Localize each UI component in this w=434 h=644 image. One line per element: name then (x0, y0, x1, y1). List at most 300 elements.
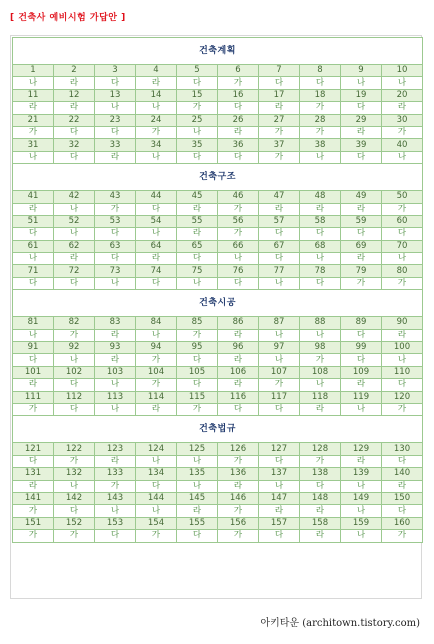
answer-cell: 가 (95, 203, 136, 215)
question-number-cell: 19 (341, 89, 382, 101)
page-title: [ 건축사 예비시험 가답안 ] (10, 13, 126, 23)
question-number-cell: 105 (177, 366, 218, 378)
question-number-cell: 135 (177, 468, 218, 480)
answer-cell: 다 (95, 126, 136, 138)
answer-cell: 다 (259, 253, 300, 265)
answer-cell: 가 (54, 530, 95, 542)
answer-row (13, 253, 423, 265)
answer-cell: 다 (95, 228, 136, 240)
answer-cell: 나 (300, 379, 341, 391)
question-number-row (13, 492, 423, 504)
question-number-row (13, 342, 423, 354)
question-number-cell: 31 (13, 139, 54, 151)
answer-cell: 다 (259, 403, 300, 415)
question-number-cell: 15 (177, 89, 218, 101)
question-number-cell: 138 (300, 468, 341, 480)
question-number-cell: 121 (13, 443, 54, 455)
answer-cell: 가 (13, 505, 54, 517)
answer-cell: 가 (259, 379, 300, 391)
answer-cell: 라 (300, 403, 341, 415)
question-number-cell: 150 (382, 492, 423, 504)
question-number-cell: 62 (54, 240, 95, 252)
question-number-cell: 67 (259, 240, 300, 252)
answer-cell: 가 (300, 102, 341, 114)
question-number-cell: 32 (54, 139, 95, 151)
answer-cell: 다 (300, 480, 341, 492)
answer-cell: 라 (177, 228, 218, 240)
question-number-cell: 66 (218, 240, 259, 252)
answer-cell: 가 (13, 403, 54, 415)
question-number-cell: 153 (95, 517, 136, 529)
question-number-cell: 13 (95, 89, 136, 101)
answer-cell: 나 (259, 354, 300, 366)
question-number-cell: 146 (218, 492, 259, 504)
answer-cell: 나 (95, 277, 136, 289)
answer-cell: 나 (177, 455, 218, 467)
question-number-cell: 10 (382, 65, 423, 77)
answer-cell: 나 (177, 480, 218, 492)
answer-cell: 나 (259, 277, 300, 289)
answer-cell: 라 (300, 505, 341, 517)
answer-cell: 다 (95, 530, 136, 542)
question-number-cell: 83 (95, 317, 136, 329)
question-number-cell: 112 (54, 391, 95, 403)
answer-cell: 가 (54, 329, 95, 341)
answer-cell: 나 (54, 228, 95, 240)
answer-cell: 라 (13, 480, 54, 492)
question-number-cell: 97 (259, 342, 300, 354)
question-number-cell: 89 (341, 317, 382, 329)
answer-cell: 다 (341, 151, 382, 163)
answer-cell: 다 (13, 354, 54, 366)
question-number-cell: 110 (382, 366, 423, 378)
answer-cell: 다 (95, 77, 136, 89)
answer-cell: 나 (13, 151, 54, 163)
answer-cell: 나 (300, 253, 341, 265)
question-number-cell: 51 (13, 215, 54, 227)
answer-cell: 나 (382, 77, 423, 89)
question-number-cell: 71 (13, 265, 54, 277)
answer-cell: 다 (382, 379, 423, 391)
question-number-cell: 40 (382, 139, 423, 151)
answer-cell: 가 (95, 480, 136, 492)
question-number-cell: 77 (259, 265, 300, 277)
answer-cell: 라 (95, 329, 136, 341)
answer-cell: 라 (218, 329, 259, 341)
answer-cell: 나 (13, 329, 54, 341)
question-number-cell: 129 (341, 443, 382, 455)
section-title: 건축법규 (13, 416, 423, 443)
answer-row (13, 228, 423, 240)
question-number-cell: 70 (382, 240, 423, 252)
question-number-cell: 63 (95, 240, 136, 252)
answer-cell: 라 (54, 253, 95, 265)
answer-cell: 가 (300, 455, 341, 467)
answer-row (13, 403, 423, 415)
question-number-cell: 39 (341, 139, 382, 151)
question-number-cell: 125 (177, 443, 218, 455)
section-title: 건축구조 (13, 164, 423, 191)
answer-cell: 나 (95, 379, 136, 391)
answer-row (13, 480, 423, 492)
question-number-cell: 128 (300, 443, 341, 455)
answer-cell: 가 (13, 126, 54, 138)
question-number-cell: 22 (54, 114, 95, 126)
answer-cell: 가 (300, 354, 341, 366)
answer-cell: 다 (259, 455, 300, 467)
answer-cell: 라 (341, 379, 382, 391)
question-number-cell: 16 (218, 89, 259, 101)
answer-cell: 나 (136, 455, 177, 467)
question-number-cell: 151 (13, 517, 54, 529)
question-number-cell: 64 (136, 240, 177, 252)
answer-cell: 가 (54, 455, 95, 467)
answer-cell: 다 (300, 277, 341, 289)
answer-cell: 다 (341, 102, 382, 114)
answer-cell: 다 (300, 77, 341, 89)
question-number-cell: 104 (136, 366, 177, 378)
answer-cell: 다 (218, 403, 259, 415)
question-number-cell: 101 (13, 366, 54, 378)
question-number-cell: 133 (95, 468, 136, 480)
question-number-cell: 81 (13, 317, 54, 329)
question-number-cell: 80 (382, 265, 423, 277)
question-number-cell: 139 (341, 468, 382, 480)
answer-cell: 다 (177, 354, 218, 366)
question-number-cell: 136 (218, 468, 259, 480)
answer-cell: 다 (136, 480, 177, 492)
question-number-cell: 134 (136, 468, 177, 480)
answer-cell: 나 (341, 530, 382, 542)
answer-cell: 가 (136, 126, 177, 138)
section-header-row (13, 164, 423, 191)
question-number-cell: 78 (300, 265, 341, 277)
answer-cell: 다 (259, 228, 300, 240)
answer-row (13, 126, 423, 138)
answer-cell: 라 (218, 354, 259, 366)
answer-row (13, 455, 423, 467)
question-number-cell: 12 (54, 89, 95, 101)
answer-cell: 나 (136, 505, 177, 517)
question-number-cell: 18 (300, 89, 341, 101)
answer-cell: 다 (177, 77, 218, 89)
question-number-cell: 5 (177, 65, 218, 77)
answer-cell: 가 (177, 329, 218, 341)
question-number-cell: 91 (13, 342, 54, 354)
question-number-cell: 25 (177, 114, 218, 126)
answer-cell: 다 (54, 126, 95, 138)
question-number-cell: 131 (13, 468, 54, 480)
question-number-cell: 111 (13, 391, 54, 403)
answer-cell: 가 (218, 203, 259, 215)
question-number-row (13, 517, 423, 529)
section-header-row (13, 38, 423, 65)
answer-cell: 가 (382, 203, 423, 215)
answer-cell: 나 (341, 77, 382, 89)
answer-cell: 다 (177, 151, 218, 163)
answer-cell: 나 (95, 102, 136, 114)
question-number-cell: 72 (54, 265, 95, 277)
question-number-cell: 61 (13, 240, 54, 252)
question-number-row (13, 265, 423, 277)
question-number-cell: 49 (341, 191, 382, 203)
answer-cell: 다 (13, 455, 54, 467)
question-number-row (13, 443, 423, 455)
answer-cell: 나 (300, 151, 341, 163)
answer-cell: 다 (341, 228, 382, 240)
question-number-cell: 58 (300, 215, 341, 227)
question-number-cell: 143 (95, 492, 136, 504)
answer-row (13, 379, 423, 391)
question-number-cell: 34 (136, 139, 177, 151)
answer-cell: 다 (13, 228, 54, 240)
answer-cell: 다 (136, 203, 177, 215)
question-number-cell: 154 (136, 517, 177, 529)
answer-cell: 나 (54, 354, 95, 366)
answer-cell: 나 (54, 480, 95, 492)
answer-cell: 다 (300, 228, 341, 240)
question-number-row (13, 468, 423, 480)
answer-cell: 라 (95, 151, 136, 163)
answer-cell: 가 (136, 530, 177, 542)
answer-cell: 다 (54, 151, 95, 163)
question-number-cell: 155 (177, 517, 218, 529)
answer-cell: 다 (13, 277, 54, 289)
answer-table-body (13, 38, 423, 543)
answer-cell: 라 (13, 102, 54, 114)
answer-cell: 다 (95, 253, 136, 265)
question-number-cell: 147 (259, 492, 300, 504)
answer-cell: 가 (382, 530, 423, 542)
section-title: 건축계획 (13, 38, 423, 65)
question-number-cell: 60 (382, 215, 423, 227)
question-number-cell: 94 (136, 342, 177, 354)
question-number-cell: 54 (136, 215, 177, 227)
answer-cell: 가 (300, 126, 341, 138)
question-number-cell: 82 (54, 317, 95, 329)
question-number-cell: 99 (341, 342, 382, 354)
answer-cell: 라 (13, 379, 54, 391)
answer-row (13, 329, 423, 341)
question-number-cell: 75 (177, 265, 218, 277)
answer-cell: 나 (382, 354, 423, 366)
question-number-cell: 113 (95, 391, 136, 403)
answer-row (13, 203, 423, 215)
question-number-cell: 45 (177, 191, 218, 203)
answer-cell: 가 (382, 403, 423, 415)
question-number-row (13, 366, 423, 378)
answer-cell: 라 (136, 253, 177, 265)
answer-cell: 나 (218, 253, 259, 265)
answer-cell: 라 (300, 530, 341, 542)
question-number-cell: 92 (54, 342, 95, 354)
question-number-cell: 14 (136, 89, 177, 101)
answer-cell: 라 (300, 203, 341, 215)
section-header-row (13, 416, 423, 443)
answer-cell: 다 (382, 505, 423, 517)
question-number-cell: 50 (382, 191, 423, 203)
answer-cell: 라 (54, 77, 95, 89)
question-number-cell: 46 (218, 191, 259, 203)
answer-cell: 나 (177, 126, 218, 138)
question-number-cell: 100 (382, 342, 423, 354)
answer-cell: 가 (382, 277, 423, 289)
question-number-cell: 11 (13, 89, 54, 101)
question-number-cell: 36 (218, 139, 259, 151)
answer-cell: 나 (95, 403, 136, 415)
answer-cell: 라 (341, 203, 382, 215)
answer-cell: 다 (54, 379, 95, 391)
question-number-cell: 68 (300, 240, 341, 252)
question-number-cell: 117 (259, 391, 300, 403)
question-number-cell: 44 (136, 191, 177, 203)
question-number-cell: 17 (259, 89, 300, 101)
answer-cell: 나 (136, 151, 177, 163)
answer-cell: 가 (218, 505, 259, 517)
question-number-cell: 122 (54, 443, 95, 455)
question-number-cell: 103 (95, 366, 136, 378)
answer-cell: 다 (177, 530, 218, 542)
question-number-cell: 65 (177, 240, 218, 252)
question-number-cell: 79 (341, 265, 382, 277)
answer-cell: 나 (259, 480, 300, 492)
answer-cell: 라 (95, 354, 136, 366)
answer-cell: 라 (259, 102, 300, 114)
answer-cell: 나 (136, 329, 177, 341)
question-number-cell: 47 (259, 191, 300, 203)
answer-cell: 다 (259, 77, 300, 89)
question-number-cell: 26 (218, 114, 259, 126)
answer-cell: 나 (341, 505, 382, 517)
answer-row (13, 77, 423, 89)
question-number-row (13, 114, 423, 126)
question-number-cell: 55 (177, 215, 218, 227)
question-number-cell: 156 (218, 517, 259, 529)
question-number-cell: 106 (218, 366, 259, 378)
answer-cell: 라 (95, 455, 136, 467)
question-number-cell: 95 (177, 342, 218, 354)
question-number-cell: 3 (95, 65, 136, 77)
answer-cell: 나 (300, 329, 341, 341)
question-number-cell: 43 (95, 191, 136, 203)
question-number-cell: 28 (300, 114, 341, 126)
question-number-cell: 107 (259, 366, 300, 378)
question-number-cell: 115 (177, 391, 218, 403)
question-number-cell: 42 (54, 191, 95, 203)
question-number-cell: 2 (54, 65, 95, 77)
question-number-cell: 86 (218, 317, 259, 329)
question-number-cell: 9 (341, 65, 382, 77)
answer-cell: 나 (259, 329, 300, 341)
answer-cell: 라 (382, 329, 423, 341)
question-number-cell: 48 (300, 191, 341, 203)
question-number-row (13, 240, 423, 252)
question-number-cell: 20 (382, 89, 423, 101)
question-number-cell: 124 (136, 443, 177, 455)
answer-row (13, 277, 423, 289)
question-number-cell: 7 (259, 65, 300, 77)
question-number-cell: 141 (13, 492, 54, 504)
answer-cell: 라 (136, 77, 177, 89)
answer-cell: 나 (382, 151, 423, 163)
question-number-cell: 59 (341, 215, 382, 227)
question-number-cell: 4 (136, 65, 177, 77)
question-number-cell: 96 (218, 342, 259, 354)
answer-cell: 라 (341, 455, 382, 467)
question-number-cell: 74 (136, 265, 177, 277)
answer-cell: 라 (259, 505, 300, 517)
answer-cell: 가 (259, 126, 300, 138)
answer-cell: 가 (382, 126, 423, 138)
question-number-cell: 144 (136, 492, 177, 504)
question-number-cell: 30 (382, 114, 423, 126)
question-number-cell: 140 (382, 468, 423, 480)
question-number-cell: 35 (177, 139, 218, 151)
answer-cell: 다 (177, 253, 218, 265)
answer-cell: 다 (382, 228, 423, 240)
answer-row (13, 354, 423, 366)
question-number-cell: 52 (54, 215, 95, 227)
question-number-cell: 88 (300, 317, 341, 329)
answer-cell: 라 (382, 480, 423, 492)
answer-cell: 나 (95, 505, 136, 517)
question-number-cell: 27 (259, 114, 300, 126)
question-number-cell: 116 (218, 391, 259, 403)
answer-cell: 다 (382, 455, 423, 467)
question-number-row (13, 391, 423, 403)
answer-cell: 다 (218, 102, 259, 114)
question-number-cell: 132 (54, 468, 95, 480)
question-number-row (13, 65, 423, 77)
question-number-cell: 90 (382, 317, 423, 329)
question-number-cell: 118 (300, 391, 341, 403)
answer-cell: 다 (341, 329, 382, 341)
answer-cell: 가 (13, 530, 54, 542)
answer-cell: 다 (54, 505, 95, 517)
answer-cell: 라 (136, 403, 177, 415)
question-number-cell: 114 (136, 391, 177, 403)
answer-row (13, 505, 423, 517)
question-number-cell: 108 (300, 366, 341, 378)
answer-cell: 라 (218, 480, 259, 492)
answer-cell: 가 (136, 379, 177, 391)
answer-cell: 나 (54, 203, 95, 215)
answer-cell: 다 (259, 530, 300, 542)
question-number-cell: 21 (13, 114, 54, 126)
answer-cell: 나 (341, 403, 382, 415)
answer-cell: 라 (259, 203, 300, 215)
answer-cell: 라 (341, 253, 382, 265)
question-number-cell: 130 (382, 443, 423, 455)
answer-cell: 나 (177, 277, 218, 289)
question-number-cell: 24 (136, 114, 177, 126)
answer-cell: 나 (341, 480, 382, 492)
answer-cell: 라 (177, 505, 218, 517)
question-number-cell: 148 (300, 492, 341, 504)
answer-cell: 가 (177, 403, 218, 415)
answer-cell: 가 (218, 530, 259, 542)
answer-cell: 라 (382, 102, 423, 114)
question-number-cell: 38 (300, 139, 341, 151)
question-number-cell: 119 (341, 391, 382, 403)
question-number-row (13, 215, 423, 227)
question-number-cell: 158 (300, 517, 341, 529)
question-number-cell: 6 (218, 65, 259, 77)
question-number-cell: 157 (259, 517, 300, 529)
section-title: 건축시공 (13, 290, 423, 317)
answer-cell: 다 (177, 379, 218, 391)
answer-row (13, 151, 423, 163)
